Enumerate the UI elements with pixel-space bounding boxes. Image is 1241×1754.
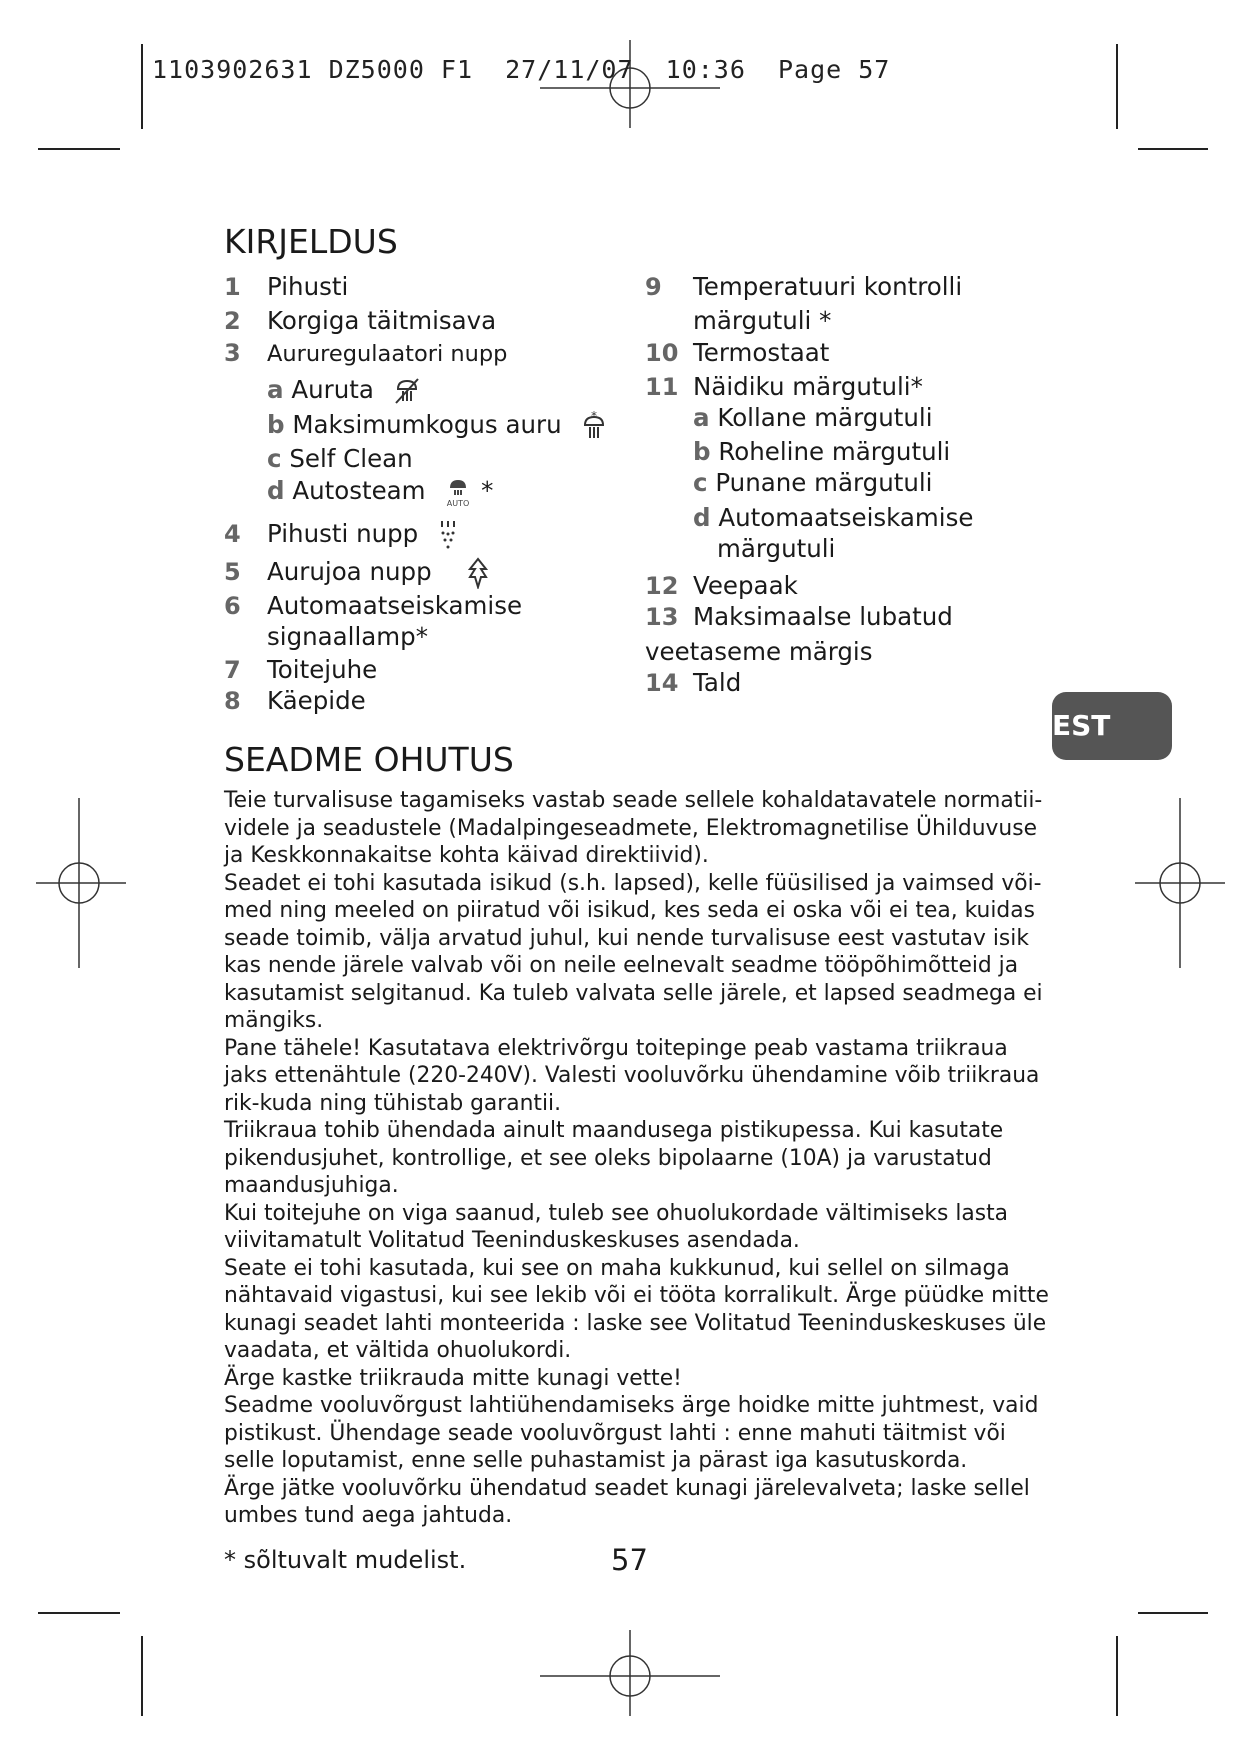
list-item: a Kollane märgutuli [693, 403, 933, 432]
list-item: b Roheline märgutuli [693, 437, 951, 466]
svg-text:*: * [591, 411, 598, 423]
paragraph: Kui toitejuhe on viga saanud, tuleb see ohuolukordade vältimiseks lasta viivitamatult Volitatud Teeninduskeskuses asendada. [224, 1200, 1009, 1253]
paragraph: Seate ei tohi kasutada, kui see on maha kukkunud, kui sellel on silmaga nähtavaid vigastusi, kui see lekib või ei tööta korralikult. Ärge püüdke mitte kunagi seadet lahti monteerida : laske see Volitatud Teeninduskeskuses üle vaadata, et vältida ohuolukordi. [224, 1255, 1049, 1363]
language-tab: EST [1052, 692, 1172, 760]
crop-mark-top-left-horizontal [38, 148, 120, 150]
print-slug-header: 1103902631 DZ5000 F1 27/11/07 10:36 Page 57 [152, 55, 891, 84]
list-item: 5 Aurujoa nupp [224, 557, 489, 589]
paragraph: Ärge jätke vooluvõrku ühendatud seadet kunagi järelevalveta; laske sellel umbes tund aega jahtuda. [224, 1475, 1030, 1528]
registration-mark-top [540, 40, 720, 130]
no-steam-icon [392, 377, 422, 405]
footnote: * sõltuvalt mudelist. [224, 1546, 467, 1574]
list-item-continuation: signaallamp* [267, 622, 428, 651]
list-item: d Automaatseiskamise [693, 503, 974, 532]
list-item: b Maksimumkogus auru * [267, 410, 609, 441]
crop-mark-bottom-left-horizontal [38, 1612, 120, 1614]
list-item: 3 Aururegulaatori nupp [224, 339, 508, 367]
paragraph: Teie turvalisuse tagamiseks vastab seade sellele kohaldatavatele normatii-videle ja seadustele (Madalpingeseadmete, Elektromagnetilise Ühilduvuse ja Keskkonnakaitse kohta käivad direktiivid). [224, 788, 1043, 868]
paragraph: Seadme vooluvõrgust lahtiühendamiseks ärge hoidke mitte juhtmest, vaid pistikust. Ühendage seade vooluvõrgust lahti : enne mahuti täitmist või selle loputamist, enne selle puhastamist ja pärast iga kasutuskorda. [224, 1393, 1039, 1473]
paragraph: Ärge kastke triikrauda mitte kunagi vette! [224, 1365, 682, 1391]
list-item: 2 Korgiga täitmisava [224, 306, 497, 335]
list-item: 4 Pihusti nupp [224, 519, 460, 551]
crop-mark-bottom-right-vertical [1116, 1636, 1118, 1716]
registration-mark-right [1135, 798, 1225, 968]
max-steam-icon [579, 411, 609, 441]
list-item: 7 Toitejuhe [224, 655, 378, 684]
list-item: c Self Clean [267, 444, 413, 473]
paragraph: Seadet ei tohi kasutada isikud (s.h. lapsed), kelle füüsilised ja vaimsed või-med ning meeled on piiratud või isikud, kes seda ei oska või ei tea, kuidas seade toimib, välja arvatud juhul, kui nende turvalisuse eest vastutav isik kas nende järele valvab või on neile eelnevalt seadme tööpõhimõtteid ja kasutamist selgitanud. Ka tuleb valvata selle järele, et lapsed seadmega ei mängiks. [224, 870, 1043, 1033]
list-item: 9 Temperatuuri kontrolli [645, 272, 963, 301]
section-title-description: KIRJELDUS [224, 222, 398, 261]
safety-text [224, 787, 1054, 1530]
steam-jet-icon [467, 557, 489, 589]
crop-mark-top-left-vertical [141, 44, 143, 129]
list-item: 8 Käepide [224, 686, 366, 715]
autosteam-icon [443, 476, 473, 508]
list-item: a Auruta [267, 375, 422, 405]
paragraph: Triikraua tohib ühendada ainult maandusega pistikupessa. Kui kasutate pikendusjuhet, kontrollige, et see oleks bipolaarne (10A) ja varustatud maandusjuhiga. [224, 1118, 1004, 1198]
crop-mark-bottom-right-horizontal [1138, 1612, 1208, 1614]
registration-mark-bottom [540, 1630, 720, 1716]
list-item: c Punane märgutuli [693, 468, 933, 497]
svg-text:AUTO: AUTO [447, 499, 470, 508]
list-item: 6 Automaatseiskamise [224, 591, 523, 620]
list-item: 1 Pihusti [224, 272, 349, 301]
list-item-continuation: märgutuli * [693, 306, 832, 335]
spray-icon [436, 519, 460, 551]
section-title-safety: SEADME OHUTUS [224, 740, 514, 779]
crop-mark-bottom-left-vertical [141, 1636, 143, 1716]
page-number: 57 [611, 1543, 648, 1577]
crop-mark-top-right-vertical [1116, 44, 1118, 129]
crop-mark-top-right-horizontal [1138, 148, 1208, 150]
list-item: d Autosteam AUTO * [267, 476, 494, 508]
list-item-continuation: veetaseme märgis [645, 637, 873, 666]
registration-mark-left [36, 798, 126, 968]
list-item-continuation: märgutuli [717, 534, 836, 563]
paragraph: Pane tähele! Kasutatava elektrivõrgu toitepinge peab vastama triikraua jaks ettenähtule (220-240V). Valesti vooluvõrku ühendamine võib triikraua rik-kuda ning tühistab garantii. [224, 1035, 1040, 1116]
